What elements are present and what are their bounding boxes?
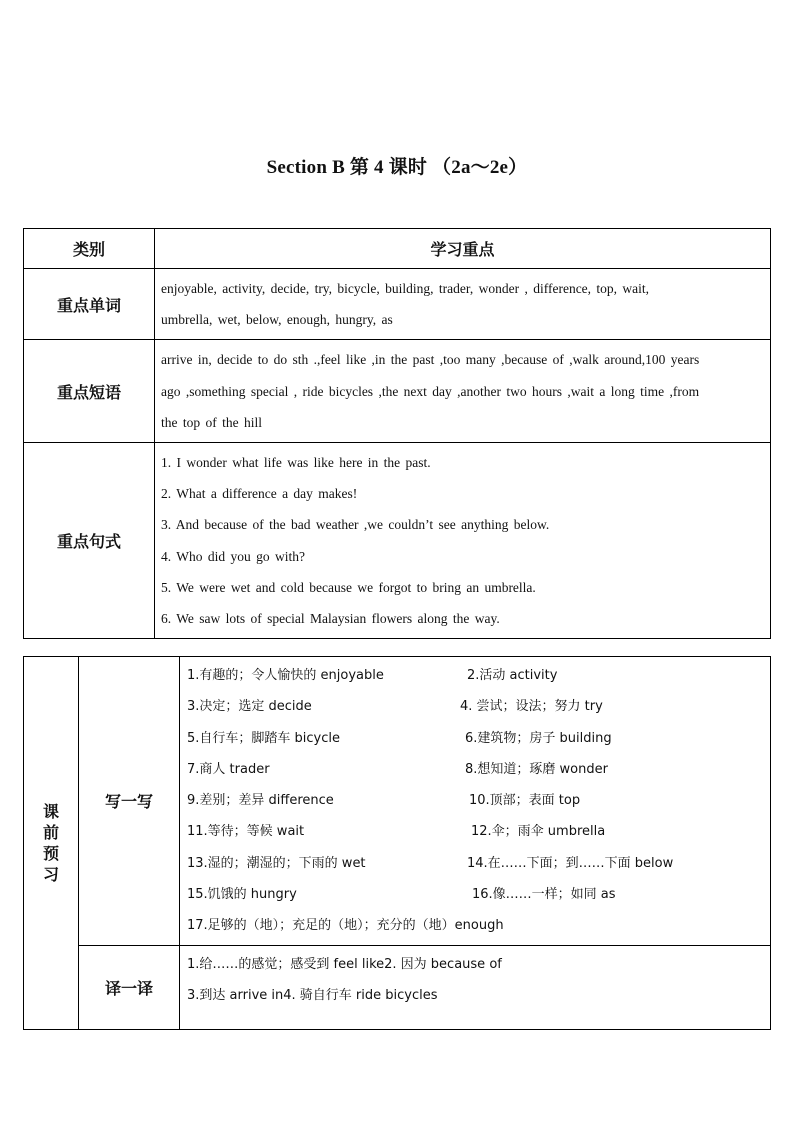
sentence-line: 5. We were wet and cold because we forgot to bring an umbrella. <box>161 579 536 595</box>
translate-label: 译一译 <box>79 945 180 1029</box>
write-list <box>180 657 771 946</box>
vocab-item: 14.在……下面；到……下面 below <box>467 855 674 871</box>
vocab-row <box>187 910 762 941</box>
vocab-item: 17.足够的（地）；充足的（地）；充分的（地）enough <box>187 918 504 934</box>
focus-header: 学习重点 <box>155 229 771 269</box>
key-phrases-cell <box>155 340 771 443</box>
sentence-line: 4. Who did you go with? <box>161 548 305 564</box>
vocab-row <box>187 691 762 722</box>
category-sentences: 重点句式 <box>24 443 155 639</box>
focus-table-header <box>24 229 771 269</box>
section-label: 课前预习 <box>42 801 59 884</box>
vocab-item: 5.自行车；脚踏车 bicycle <box>187 730 340 746</box>
translate-list <box>180 945 771 1029</box>
vocab-item: 3.决定；选定 decide <box>187 699 312 715</box>
vocab-item: 10.顶部；表面 top <box>469 793 581 809</box>
focus-table <box>23 228 771 639</box>
sentence-line: 6. We saw lots of special Malaysian flowers along the way. <box>161 611 500 627</box>
vocab-row <box>187 660 762 691</box>
write-row <box>24 657 771 946</box>
sentence-line: 2. What a difference a day makes! <box>161 486 358 502</box>
vocab-item: 4. 尝试；设法；努力 try <box>460 699 603 715</box>
vocab-item: 13.湿的；潮湿的；下雨的 wet <box>187 855 366 871</box>
vocab-row <box>187 723 762 754</box>
write-label: 写一写 <box>79 657 180 946</box>
vocab-row <box>187 879 762 910</box>
vocab-item: 2.活动 activity <box>467 668 558 683</box>
sentence-line: 1. I wonder what life was like here in the past. <box>161 455 431 471</box>
vocab-item: 7.商人 trader <box>187 761 270 777</box>
preview-table <box>23 656 771 1030</box>
vocab-item: 16.像……一样；如同 as <box>472 887 616 903</box>
section-label-cell <box>24 657 79 1030</box>
sentence-line: 3. And because of the bad weather ,we couldn’t see anything below. <box>161 517 550 533</box>
vocab-item: 15.饥饿的 hungry <box>187 887 297 903</box>
key-words-cell <box>155 269 771 340</box>
key-sentences-cell <box>155 443 771 639</box>
phrases-line: ago ,something special , ride bicycles ,the next day ,another two hours ,wait a long time ,from <box>161 383 700 399</box>
phrases-line: arrive in, decide to do sth .,feel like ,in the past ,too many ,because of ,walk around,100 years <box>161 352 700 368</box>
translate-line: 3.到达 arrive in4. 骑自行车 ride bicycles <box>187 987 438 1003</box>
translate-row <box>24 945 771 1029</box>
vocab-row <box>187 785 762 816</box>
table-row <box>24 443 771 639</box>
vocab-row <box>187 848 762 879</box>
table-row <box>24 340 771 443</box>
category-header: 类别 <box>24 229 155 269</box>
category-phrases: 重点短语 <box>24 340 155 443</box>
vocab-item: 6.建筑物；房子 building <box>465 730 612 746</box>
words-line: enjoyable, activity, decide, try, bicycle, building, trader, wonder , difference, top, wait, <box>161 281 650 296</box>
vocab-row <box>187 754 762 785</box>
vocab-item: 11.等待；等候 wait <box>187 824 305 840</box>
vocab-item: 1.有趣的；令人愉快的 enjoyable <box>187 668 384 683</box>
vocab-item: 8.想知道；琢磨 wonder <box>465 761 608 777</box>
phrases-line: the top of the hill <box>161 414 262 430</box>
vocab-row <box>187 816 762 847</box>
vocab-item: 12.伞；雨伞 umbrella <box>471 824 606 840</box>
table-row <box>24 269 771 340</box>
words-line: umbrella, wet, below, enough, hungry, as <box>161 312 393 328</box>
page-title: Section B 第 4 课时 （2a～2e） <box>266 157 528 178</box>
vocab-item: 9.差别；差异 difference <box>187 793 334 809</box>
category-words: 重点单词 <box>24 269 155 340</box>
translate-line: 1.给……的感觉；感受到 feel like2. 因为 because of <box>187 956 502 972</box>
